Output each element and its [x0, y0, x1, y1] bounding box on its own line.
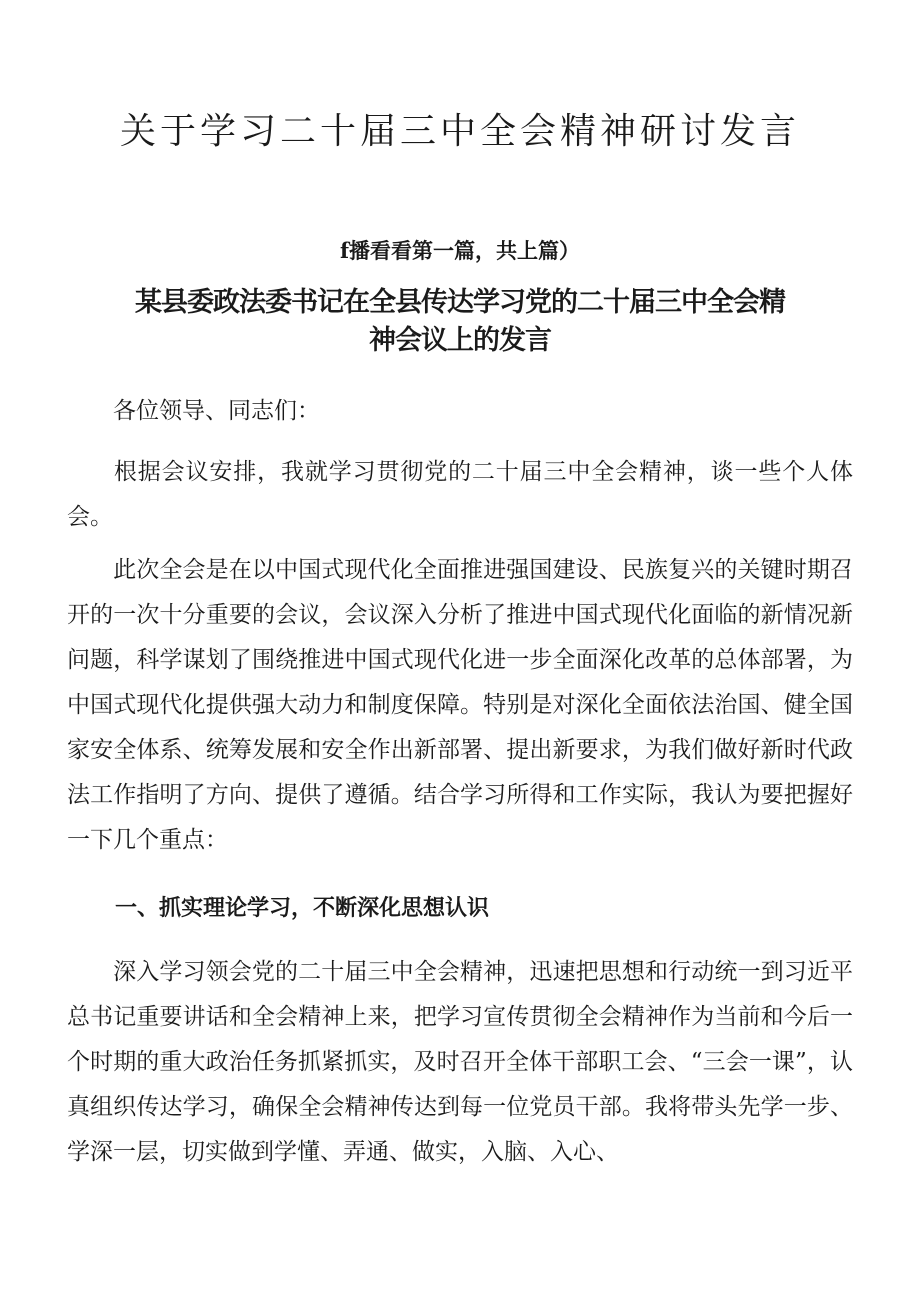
speech-title-line-1: 某县委政法委书记在全县传达学习党的二十届三中全会精: [135, 287, 785, 318]
greeting-paragraph: [67, 389, 853, 434]
intro-paragraph: [67, 450, 853, 540]
speech-title: [100, 284, 820, 360]
section-heading: 一、抓实理论学习，不断深化思想认识: [115, 896, 490, 921]
context-text: 此次全会是在以中国式现代化全面推进强国建设、民族复兴的关键时期召开的一次十分重要的会议，会议深入分析了推进中国式现代化面临的新情况新问题，科学谋划了围绕推进中国式现代化进一步全面深化改革的总体部署，为中国式现代化提供强大动力和制度保障。特别是对深化全面依法治国、健全国家安全体系、统筹发展和安全作出新部署、提出新要求，为我们做好新时代政法工作指明了方向、提供了遵循。结合学习所得和工作实际，我认为要把握好一下几个重点：: [67, 557, 853, 853]
study-text: 深入学习领会党的二十届三中全会精神，迅速把思想和行动统一到习近平总书记重要讲话和全会精神上来，把学习宣传贯彻全会精神作为当前和今后一个时期的重大政治任务抓紧抓实，及时召开全体干部职工会、“三会一课”，认真组织传达学习，确保全会精神传达到每一位党员干部。我将带头先学一步、学深一层，切实做到学懂、弄通、做实，入脑、入心、: [67, 959, 853, 1165]
series-note: f播看看第一篇，共上篇）: [339, 238, 581, 263]
speech-title-line-2: 神会议上的发言: [369, 325, 551, 356]
study-paragraph: [67, 950, 853, 1175]
greeting-text: 各位领导、同志们：: [113, 398, 320, 424]
intro-text: 根据会议安排，我就学习贯彻党的二十届三中全会精神，谈一些个人体会。: [67, 459, 853, 530]
context-paragraph: [67, 548, 853, 863]
document-title: 关于学习二十届三中全会精神研讨发言: [119, 111, 800, 152]
